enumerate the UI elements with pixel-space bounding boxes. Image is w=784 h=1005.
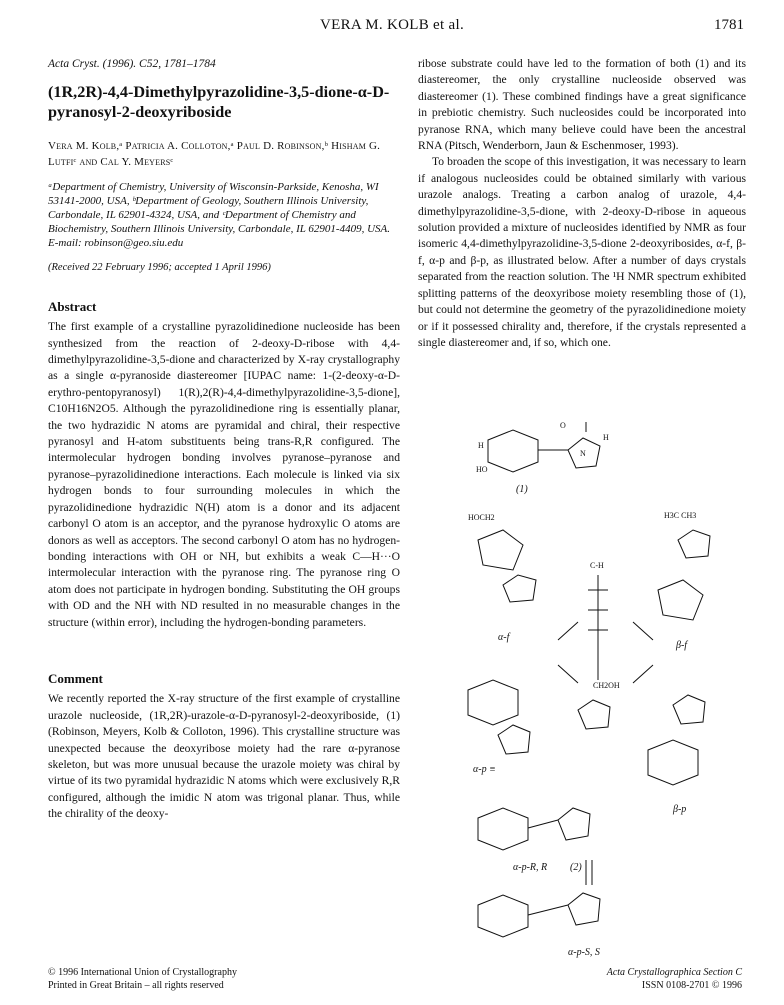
svg-text:H: H — [603, 433, 609, 442]
label-beta-p: β-p — [673, 804, 687, 815]
label-compound-2: (2) — [570, 862, 582, 873]
printed-note: Printed in Great Britain – all rights reserved — [48, 980, 224, 991]
right-paragraph-1: ribose substrate could have led to the formation of both (1) and its diastereomer, the only crystalline nucleoside observed was diastereomer (1). These combined findings have a great significance in prebiotic chemistry. Such nucleosides could be incorporated into pyranose RNA, which many believe could have been the ancestral RNA (Pitsch, Wenderborn, Jaun & Eschenmoser, 1993). — [418, 57, 746, 153]
footer-right — [607, 966, 742, 992]
abstract-text: The first example of a crystalline pyrazolidinedione nucleoside has been synthesized from the reaction of 2-deoxy-D-ribose with 4,4-dimethylpyrazolidine-3,5-dione and characterized by X-ray crystallography as a single α-pyranoside diastereomer [IUPAC name: 1-(2-deoxy-α-D-erythro-pentopyranosyl) 1(R),2(R)-4,4-dimethylpyrazolidine-3,5-dione], C10H16N2O5. Although the pyrazolidinedione ring is essentially planar, the two hydrazidic N atoms are pyramidal and chiral, their respective pyranosyl and H-atom substituents being trans-R,R configured. The intermolecular hydrogen bonding involves pyranose–pyranose and pyranose–pyrazolidinedione interactions. Each molecule is linked via six hydrogen bonds to four surrounding molecules in which the pyrazolidinedione hydrazidic N(H) atom is a donor and its adjacent carbonyl O atom is an acceptor, and the pyranose hydroxylic O atoms are donors as well as acceptors. The second carbonyl O atom has no hydrogen-bonding interactions with OH or NH, but exhibits a weak C—H···O intermolecular interaction with the pyranose ring. The pyranose ring O atom does not participate in hydrogen bonding. Substituting the OH groups with OD and the NH with ND resulted in no measurable changes in the structure (within error), including the hydrogen-bonding parameters. — [48, 320, 400, 629]
article-title: (1R,2R)-4,4-Dimethylpyrazolidine-3,5-dione-α-D-pyranosyl-2-deoxyriboside — [48, 83, 390, 122]
journal-reference: Acta Cryst. (1996). C52, 1781–1784 — [48, 58, 216, 70]
right-paragraph-2: To broaden the scope of this investigation, it was necessary to learn if analogous nucleosides could be obtained similarly with various urazole analogs. Treating a carbon analog of urazole, 4,4-dimethylpyrazolidine-3,5-dione, with 2-deoxy-D-ribose in aqueous solution provided a mixture of nucleosides identified by NMR as four isomeric 4,4-dimethylpyrazolidine-3,5-dione 2-deoxyribosides, α-f, β-f, α-p and β-p, as illustrated below. After a number of days crystals separated from the reaction solution. The ¹H NMR spectrum exhibited splitting patterns of the deoxyribose moiety resembling those of (1), but could not determine the geometry of the pyrazolidinedione moiety or if it possessed chirality and, therefore, if the crystals represented a single diastereomer and, if so, which one. — [418, 155, 746, 349]
label-alpha-p: α-p ≡ — [473, 764, 496, 775]
comment-heading: Comment — [48, 670, 103, 686]
svg-text:N: N — [580, 449, 586, 458]
page-number: 1781 — [714, 17, 744, 33]
open-chain-5: CH2OH — [593, 681, 620, 690]
issn: ISSN 0108-2701 © 1996 — [641, 980, 742, 991]
svg-text:HO: HO — [476, 465, 488, 474]
open-chain-1: C-H — [590, 561, 604, 570]
label-compound-1: (1) — [516, 484, 528, 495]
label-alpha-p-rr: α-p-R, R — [513, 862, 548, 873]
running-head-author: VERA M. KOLB et al. — [319, 17, 465, 33]
svg-text:H: H — [478, 441, 484, 450]
author-list: Vera M. Kolb,ᵃ Patricia A. Colloton,ᵃ Paul D. Robinson,ᵇ Hisham G. Lutfiᶜ and Cal Y. Meyersᶜ — [48, 140, 381, 169]
label-beta-f: β-f — [676, 640, 688, 651]
label-h3c-ch3: H3C CH3 — [664, 511, 697, 520]
copyright: © 1996 International Union of Crystallography — [48, 967, 237, 978]
left-column — [48, 56, 400, 823]
comment-paragraph: We recently reported the X-ray structure of the first example of crystalline urazole nucleoside, (1R,2R)-urazole-α-D-pyranosyl-2-deoxyriboside, (1) (Robinson, Meyers, Kolb & Colloton, 1996). This crystalline structure was unexpected because the deoxyribose moiety had the rare α-pyranose skeleton, but was more unusual because the urazole moiety was chiral by virtue of its two pyramidal hydrazidic N atoms which were exclusively R,R configured, although the imidic N atom was trigonal planar. Thus, while the chirality of the deoxy- — [48, 692, 400, 821]
right-column — [418, 56, 746, 351]
received-dates: (Received 22 February 1996; accepted 1 April 1996) — [48, 262, 271, 274]
affiliations: ᵃDepartment of Chemistry, University of Wisconsin-Parkside, Kenosha, WI 53141-2000, USA, ᵇDepartment of Geology, Southern Illinois University, Carbondale, IL 62901-4324, USA, and ᶜDepartment of Chemistry and Biochemistry, Southern Illinois University, Carbondale, IL 62901-4409, USA. E-mail: robinson@geo.siu.edu — [48, 181, 390, 250]
label-alpha-p-ss: α-p-S, S — [568, 947, 600, 958]
scheme-drawing — [418, 400, 748, 960]
abstract-heading: Abstract — [48, 298, 97, 314]
label-alpha-f: α-f — [498, 632, 510, 643]
journal-name: Acta Crystallographica Section C — [606, 967, 742, 978]
svg-text:O: O — [560, 421, 566, 430]
label-hoch2: HOCH2 — [468, 513, 495, 522]
reaction-scheme — [418, 400, 748, 960]
footer-left — [48, 966, 237, 992]
running-head — [0, 17, 784, 39]
